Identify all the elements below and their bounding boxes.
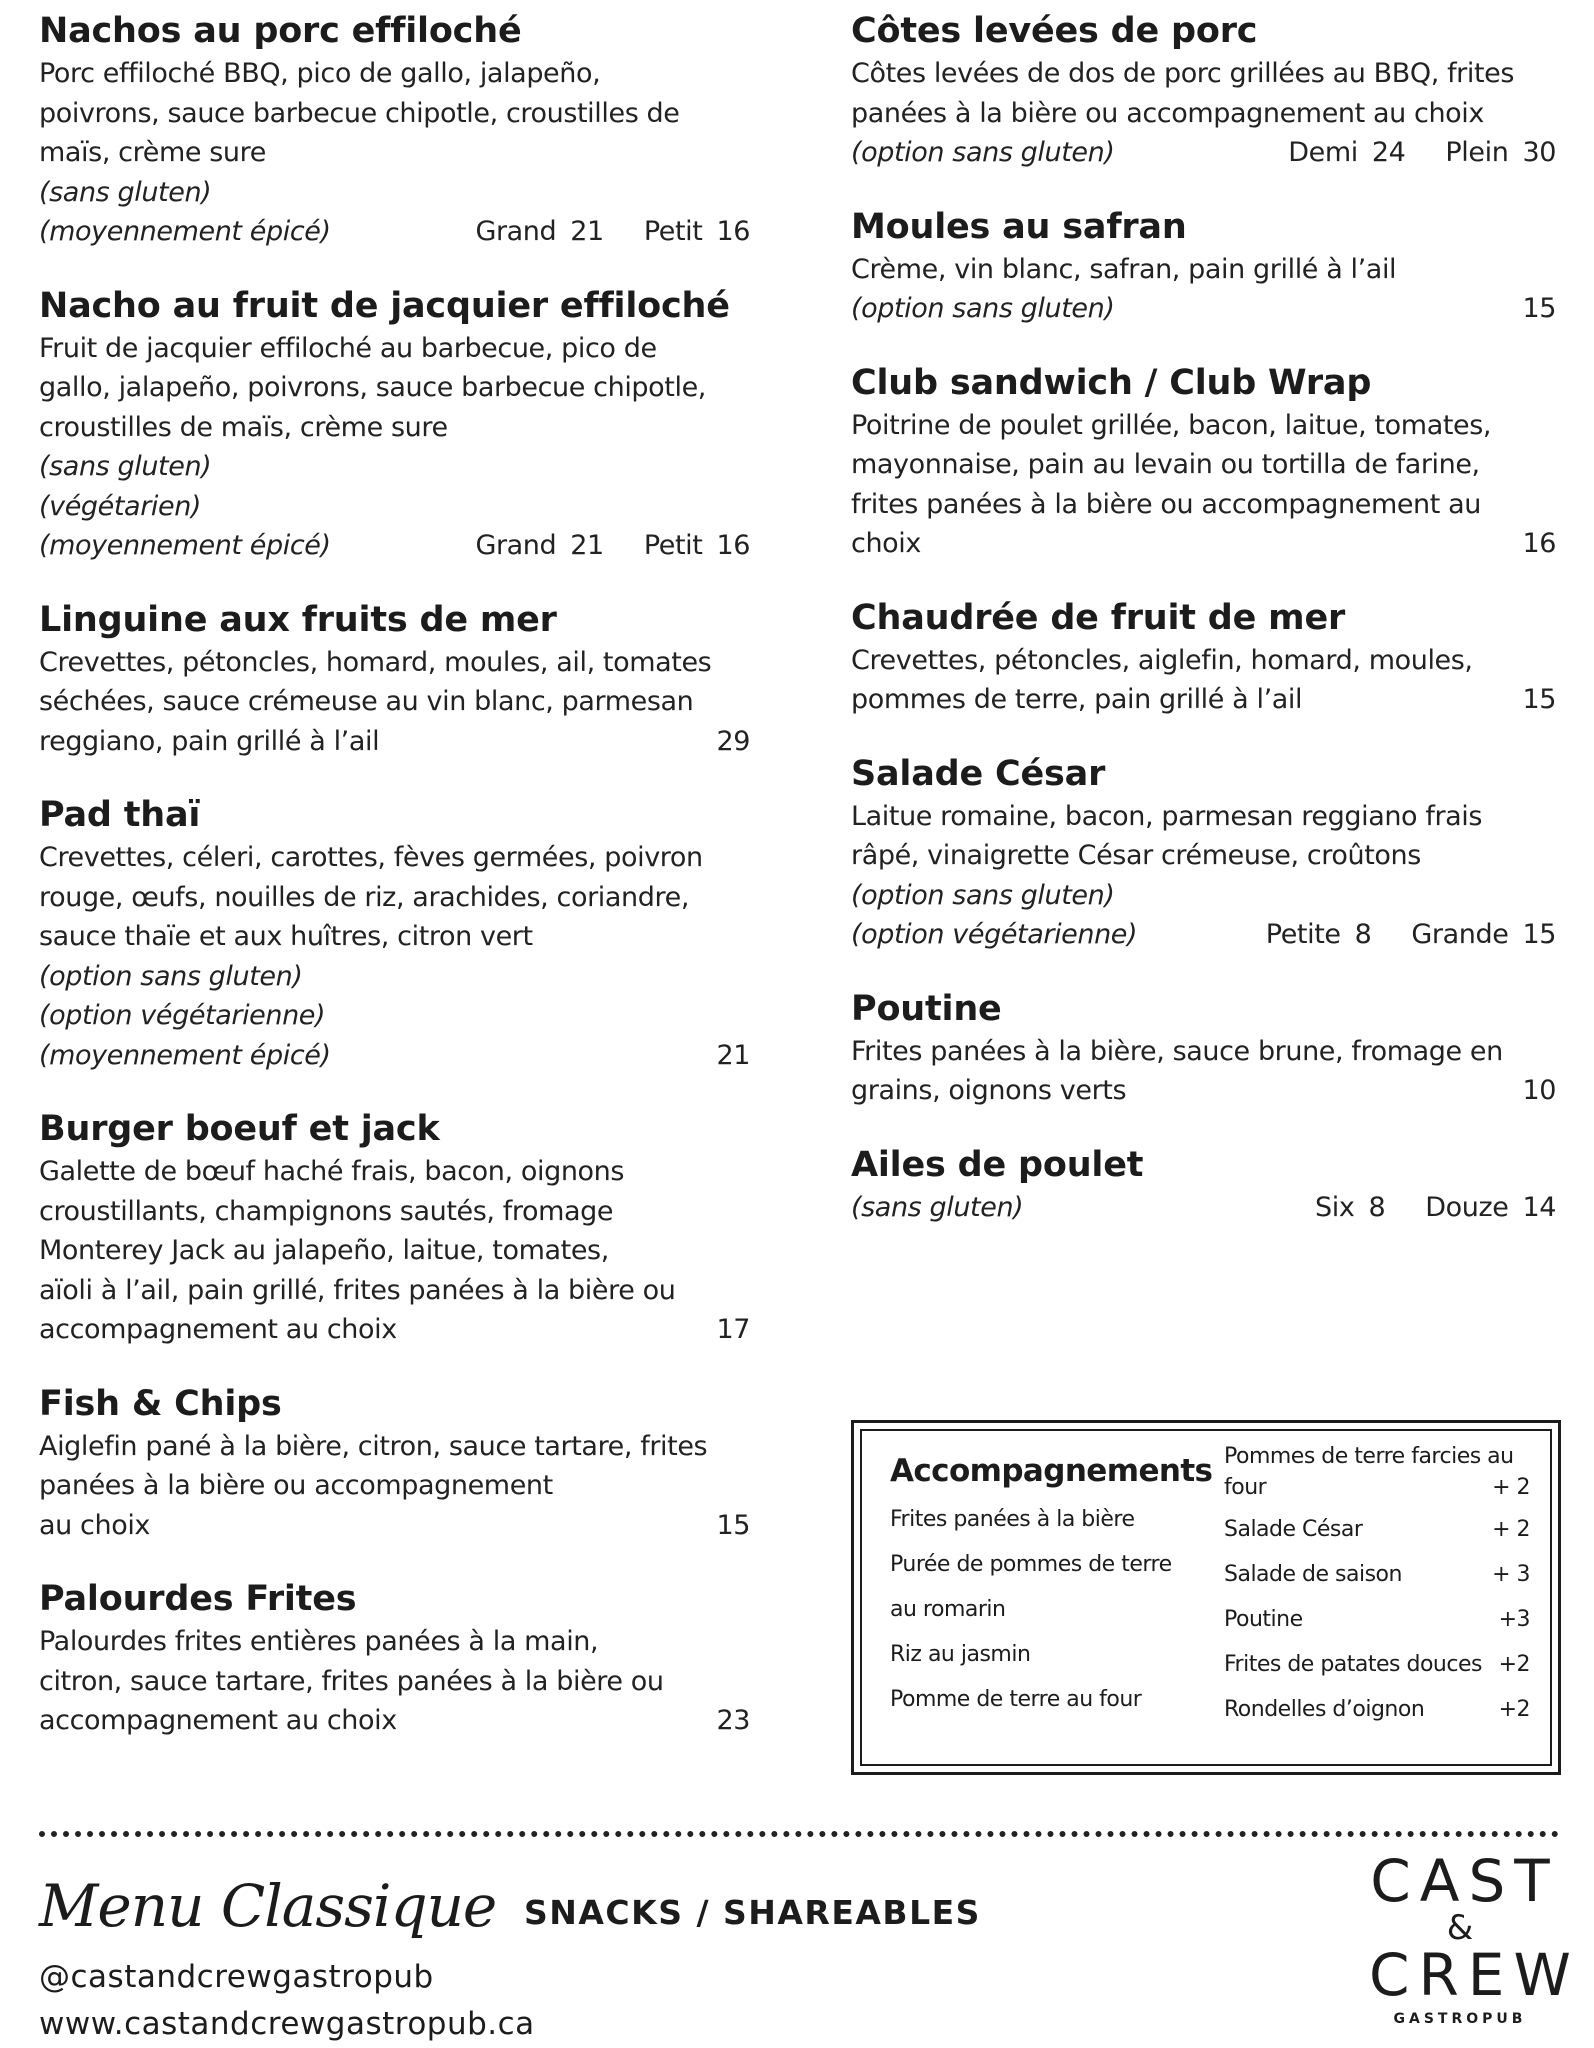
price-value: 30	[1522, 137, 1556, 168]
price-option	[716, 1701, 750, 1741]
line-text: râpé, vinaigrette César crémeuse, croûtons	[851, 840, 1421, 871]
side-upgrade-item	[1224, 1552, 1530, 1597]
price-value: 16	[716, 216, 750, 247]
line-text: Porc effiloché BBQ, pico de gallo, jalapeño,	[39, 58, 601, 89]
side-upgrade-price: + 2	[1492, 1475, 1530, 1500]
menu-item	[39, 792, 750, 1075]
price-size-label: Petit	[643, 216, 703, 247]
price-value: 8	[1368, 1191, 1386, 1223]
line-text: (option sans gluten)	[39, 960, 303, 992]
menu-item-title: Moules au safran	[851, 206, 1187, 247]
menu-item	[39, 1576, 750, 1741]
menu-item-note	[851, 289, 1556, 329]
line-text: (sans gluten)	[851, 1191, 1024, 1223]
menu-item-note	[851, 133, 1556, 173]
menu-item-description	[39, 1701, 750, 1741]
price-value: 17	[716, 1314, 750, 1345]
menu-item-description	[851, 406, 1556, 446]
menu-item	[851, 595, 1556, 720]
line-text: accompagnement au choix	[39, 1314, 397, 1345]
menu-item-description	[851, 250, 1556, 290]
menu-column-left	[39, 8, 750, 1772]
price-option	[1288, 133, 1405, 173]
menu-item-prices	[716, 1310, 750, 1350]
menu-item-description	[851, 524, 1556, 564]
side-upgrade-price: +2	[1498, 1652, 1530, 1677]
menu-item-description	[851, 797, 1556, 837]
line-text: Crème, vin blanc, safran, pain grillé à l’ail	[851, 253, 1397, 285]
line-text: choix	[851, 528, 921, 559]
menu-item-title: Fish & Chips	[39, 1383, 282, 1424]
price-size-label: Grand	[475, 216, 557, 247]
menu-item-note	[39, 1036, 750, 1076]
menu-item-description	[851, 54, 1556, 94]
price-option	[1411, 915, 1556, 955]
menu-item-title: Salade César	[851, 753, 1106, 794]
price-option	[1522, 1071, 1556, 1111]
menu-item-title: Burger boeuf et jack	[39, 1109, 440, 1149]
menu-item-description	[851, 1071, 1556, 1111]
menu-item	[39, 1381, 750, 1546]
price-option	[475, 526, 603, 566]
menu-item	[851, 8, 1556, 173]
menu-item-prices	[1522, 680, 1556, 720]
side-upgrade-name: Poutine	[1224, 1607, 1303, 1632]
line-text: (option sans gluten)	[851, 137, 1115, 168]
menu-item-title: Pad thaï	[39, 795, 201, 835]
dotted-divider	[39, 1831, 1559, 1837]
side-upgrade-item	[1224, 1642, 1530, 1687]
line-text: (option végétarienne)	[851, 919, 1138, 950]
side-included-item: Pomme de terre au four	[890, 1687, 1142, 1712]
price-size-label: Demi	[1288, 137, 1358, 168]
price-option	[1266, 915, 1372, 955]
menu-item-description	[851, 94, 1556, 134]
price-option	[1522, 680, 1556, 720]
price-size-label: Grand	[475, 530, 557, 561]
line-text: séchées, sauce crémeuse au vin blanc, parmesan	[39, 686, 694, 717]
line-text: Galette de bœuf haché frais, bacon, oignons	[39, 1156, 625, 1187]
line-text: gallo, jalapeño, poivrons, sauce barbecue chipotle,	[39, 372, 706, 403]
menu-item-description	[39, 643, 750, 683]
line-text: mayonnaise, pain au levain ou tortilla de farine,	[851, 449, 1480, 480]
line-text: (moyennement épicé)	[39, 1039, 331, 1071]
menu-item-note	[39, 996, 750, 1036]
logo-word-crew: CREW	[1369, 1941, 1580, 2009]
menu-item-description	[39, 94, 750, 134]
menu-item-description	[39, 1662, 750, 1702]
line-text: maïs, crème sure	[39, 137, 266, 168]
price-value: 14	[1522, 1191, 1556, 1223]
menu-item-description	[39, 1271, 750, 1311]
menu-item-description	[39, 329, 750, 369]
menu-item-prices	[1266, 915, 1556, 955]
menu-item	[39, 8, 750, 252]
price-option	[716, 1506, 750, 1546]
menu-item-title: Club sandwich / Club Wrap	[851, 362, 1372, 403]
line-text: Crevettes, pétoncles, homard, moules, ail, tomates	[39, 646, 712, 678]
menu-item-title: Ailes de poulet	[851, 1144, 1144, 1185]
line-text: Palourdes frites entières panées à la main,	[39, 1626, 599, 1657]
side-included-item: Purée de pommes de terre	[890, 1552, 1172, 1577]
line-text: (moyennement épicé)	[39, 530, 331, 561]
menu-item-title: Chaudrée de fruit de mer	[851, 597, 1346, 638]
line-text: croustillants, champignons sautés, fromage	[39, 1195, 614, 1227]
menu-item-title: Linguine aux fruits de mer	[39, 599, 557, 640]
menu-item	[851, 360, 1556, 564]
line-text: aïoli à l’ail, pain grillé, frites panées à la bière ou	[39, 1274, 676, 1306]
line-text: (sans gluten)	[39, 451, 212, 482]
side-upgrade-item	[1224, 1597, 1530, 1642]
menu-item-title: Nacho au fruit de jacquier effiloché	[39, 285, 730, 326]
menu-item-description	[851, 836, 1556, 876]
menu-item-prices	[1522, 524, 1556, 564]
line-text: (option sans gluten)	[851, 293, 1115, 324]
menu-item	[851, 751, 1556, 955]
side-upgrade-name: Salade César	[1224, 1517, 1363, 1542]
side-included-item: au romarin	[890, 1597, 1006, 1622]
menu-item-description	[39, 682, 750, 722]
price-value: 10	[1522, 1075, 1556, 1106]
line-text: grains, oignons verts	[851, 1075, 1127, 1106]
menu-item-description	[39, 1192, 750, 1232]
menu-item-title: Côtes levées de porc	[851, 11, 1258, 51]
line-text: (option sans gluten)	[851, 879, 1115, 911]
line-text: Côtes levées de dos de porc grillées au BBQ, frites	[851, 58, 1515, 89]
price-size-label: Six	[1315, 1191, 1355, 1223]
line-text: (moyennement épicé)	[39, 216, 331, 247]
menu-item-description	[39, 1466, 750, 1506]
side-upgrade-price: +2	[1498, 1697, 1530, 1722]
menu-item-prices	[716, 722, 750, 762]
menu-item-title: Palourdes Frites	[39, 1579, 357, 1619]
price-option	[1445, 133, 1556, 173]
menu-item-note	[851, 915, 1556, 955]
side-upgrade-item	[1224, 1507, 1530, 1552]
price-value: 21	[570, 530, 604, 561]
side-upgrade-item	[1224, 1687, 1530, 1732]
line-text: (végétarien)	[39, 490, 202, 522]
price-option	[644, 212, 750, 252]
price-option	[716, 722, 750, 762]
side-upgrade-name: Frites de patates douces	[1224, 1652, 1482, 1677]
price-size-label: Douze	[1425, 1191, 1509, 1223]
menu-item-description	[851, 445, 1556, 485]
menu-item-prices	[1522, 289, 1556, 329]
price-size-label: Plein	[1445, 137, 1509, 168]
line-text: poivrons, sauce barbecue chipotle, croustilles de	[39, 97, 680, 129]
price-option	[1522, 289, 1556, 329]
price-option	[1315, 1188, 1385, 1228]
side-upgrade-name: Salade de saison	[1224, 1562, 1402, 1587]
menu-item-note	[851, 876, 1556, 916]
menu-item-title: Poutine	[851, 988, 1002, 1029]
menu-item	[851, 986, 1556, 1111]
menu-item-prices	[475, 526, 750, 566]
price-option	[1425, 1188, 1556, 1228]
menu-item-description	[851, 1032, 1556, 1072]
logo-gastropub: GASTROPUB	[1393, 2011, 1527, 2027]
price-value: 24	[1371, 137, 1406, 168]
side-included-item: Frites panées à la bière	[890, 1507, 1135, 1532]
menu-item-description	[39, 1622, 750, 1662]
menu-item-note	[39, 212, 750, 252]
price-option	[716, 1036, 750, 1076]
line-text: Fruit de jacquier effiloché au barbecue, pico de	[39, 332, 657, 364]
price-value: 21	[716, 1039, 750, 1071]
menu-item-description	[39, 917, 750, 957]
sides-upgrades	[1224, 1441, 1530, 1732]
menu-item-description	[39, 54, 750, 94]
price-size-label: Grande	[1411, 919, 1509, 950]
price-value: 21	[570, 216, 604, 247]
menu-item-prices	[716, 1701, 750, 1741]
menu-item-prices	[1288, 133, 1556, 173]
menu-column-right	[851, 8, 1556, 1258]
menu-item-description	[851, 641, 1556, 681]
line-text: panées à la bière ou accompagnement	[39, 1470, 553, 1501]
side-included-item: Riz au jasmin	[890, 1642, 1031, 1667]
side-upgrade-name-cont: four	[1224, 1475, 1267, 1500]
price-option	[644, 526, 750, 566]
menu-item	[39, 597, 750, 762]
menu-item-description	[39, 408, 750, 448]
menu-item-description	[39, 1152, 750, 1192]
menu-item-title: Nachos au porc effiloché	[39, 11, 522, 51]
price-option	[475, 212, 603, 252]
menu-item-note	[39, 957, 750, 997]
sides-box-inner-border	[860, 1429, 1552, 1766]
menu-item-note	[39, 526, 750, 566]
line-text: Monterey Jack au jalapeño, laitue, tomates,	[39, 1235, 609, 1266]
side-upgrade-price: + 2	[1492, 1517, 1530, 1542]
line-text: (sans gluten)	[39, 176, 212, 208]
line-text: rouge, œufs, nouilles de riz, arachides, coriandre,	[39, 881, 689, 913]
logo-word-cast: CAST	[1370, 1847, 1559, 1915]
logo-ampersand: &	[1446, 1908, 1474, 1948]
line-text: pommes de terre, pain grillé à l’ail	[851, 684, 1303, 715]
menu-item-description	[39, 1231, 750, 1271]
menu-item-note	[39, 447, 750, 487]
line-text: au choix	[39, 1509, 150, 1541]
line-text: sauce thaïe et aux huîtres, citron vert	[39, 921, 533, 952]
side-upgrade-price: + 3	[1492, 1562, 1530, 1587]
sides-title: Accompagnements	[890, 1453, 1213, 1489]
cast-and-crew-logo	[1360, 1847, 1580, 2027]
social-handle: @castandcrewgastropub	[39, 1959, 434, 1995]
side-upgrade-name: Rondelles d’oignon	[1224, 1697, 1425, 1722]
menu-item-prices	[1315, 1188, 1556, 1228]
menu-item-description	[851, 485, 1556, 525]
menu-item	[39, 1106, 750, 1350]
menu-item-description	[39, 1506, 750, 1546]
line-text: Laitue romaine, bacon, parmesan reggiano frais	[851, 800, 1483, 832]
line-text: reggiano, pain grillé à l’ail	[39, 725, 380, 757]
line-text: Crevettes, pétoncles, aiglefin, homard, moules,	[851, 644, 1473, 676]
price-size-label: Petite	[1265, 919, 1341, 950]
menu-item-description	[39, 722, 750, 762]
menu-item-description	[39, 368, 750, 408]
price-value: 15	[716, 1509, 750, 1541]
menu-item-note	[39, 173, 750, 213]
price-value: 16	[716, 530, 750, 561]
line-text: frites panées à la bière ou accompagnement au	[851, 488, 1482, 520]
price-size-label: Petit	[643, 530, 703, 561]
line-text: Aiglefin pané à la bière, citron, sauce tartare, frites	[39, 1430, 708, 1462]
menu-item	[39, 283, 750, 566]
line-text: croustilles de maïs, crème sure	[39, 411, 448, 443]
website-url: www.castandcrewgastropub.ca	[39, 2006, 535, 2042]
menu-item	[851, 204, 1556, 329]
sides-box	[851, 1420, 1561, 1775]
line-text: Frites panées à la bière, sauce brune, fromage en	[851, 1035, 1503, 1067]
line-text: citron, sauce tartare, frites panées à la bière ou	[39, 1665, 664, 1697]
menu-item-prices	[1522, 1071, 1556, 1111]
menu-item-description	[851, 680, 1556, 720]
side-upgrade-name: Pommes de terre farcies au	[1224, 1444, 1514, 1469]
side-upgrade-item	[1224, 1441, 1530, 1507]
price-value: 23	[716, 1705, 750, 1736]
price-option	[716, 1310, 750, 1350]
price-value: 16	[1522, 528, 1556, 559]
price-value: 29	[716, 725, 750, 757]
menu-item-prices	[716, 1506, 750, 1546]
menu-item-description	[39, 133, 750, 173]
menu-item-description	[39, 838, 750, 878]
line-text: Poitrine de poulet grillée, bacon, laitue, tomates,	[851, 409, 1492, 441]
price-value: 15	[1522, 293, 1556, 324]
menu-item	[851, 1142, 1556, 1228]
menu-item-description	[39, 878, 750, 918]
menu-item-description	[39, 1310, 750, 1350]
price-option	[1522, 524, 1556, 564]
side-upgrade-price: +3	[1498, 1607, 1530, 1632]
price-value: 15	[1522, 919, 1556, 950]
menu-item-note	[851, 1188, 1556, 1228]
menu-item-prices	[475, 212, 750, 252]
line-text: Crevettes, céleri, carottes, fèves germées, poivron	[39, 842, 703, 873]
menu-item-prices	[716, 1036, 750, 1076]
sides-included	[890, 1449, 1213, 1722]
price-value: 15	[1522, 684, 1556, 715]
line-text: accompagnement au choix	[39, 1705, 397, 1736]
menu-title: Menu Classique	[39, 1872, 497, 1940]
menu-item-description	[39, 1427, 750, 1467]
line-text: panées à la bière ou accompagnement au choix	[851, 97, 1484, 129]
menu-item-note	[39, 487, 750, 527]
price-value: 8	[1354, 919, 1372, 950]
line-text: (option végétarienne)	[39, 1000, 326, 1031]
menu-subtitle: SNACKS / SHAREABLES	[524, 1893, 981, 1932]
